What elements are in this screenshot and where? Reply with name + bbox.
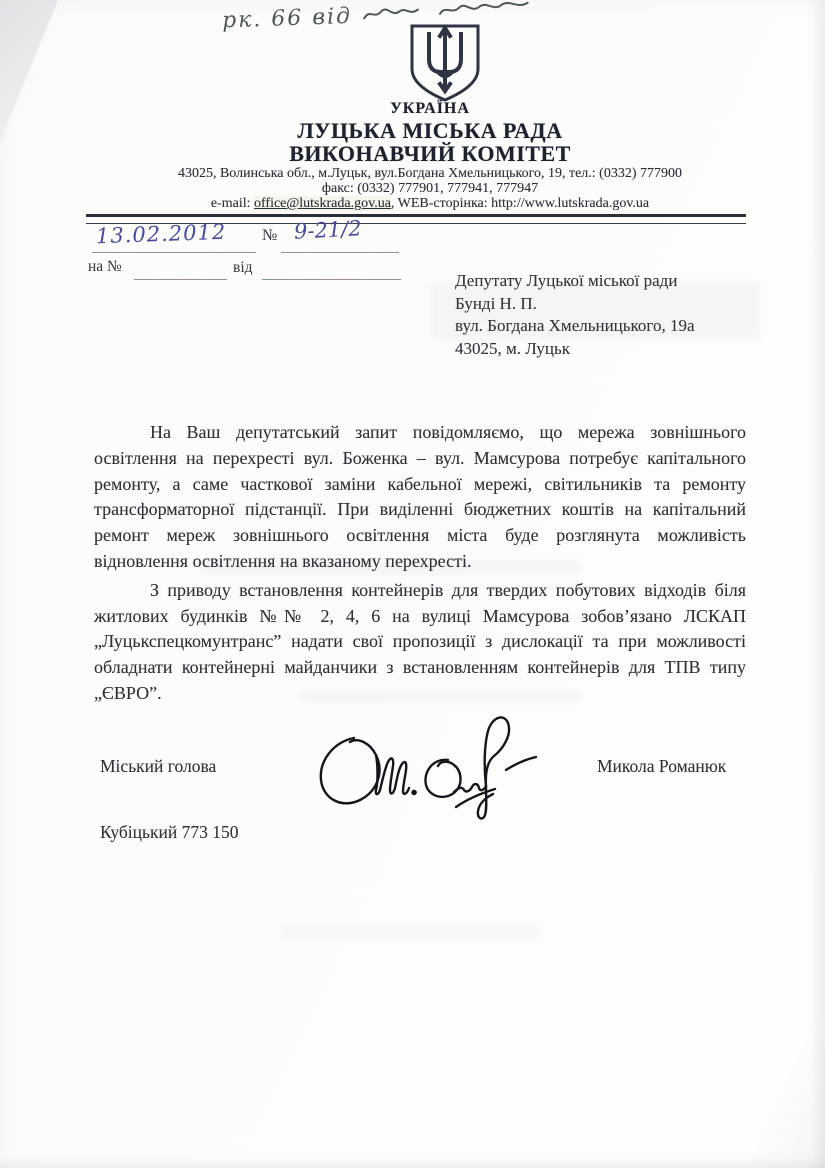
handwritten-signature — [298, 698, 558, 838]
number-label: № — [262, 227, 278, 244]
reply-date-label: від — [233, 259, 253, 276]
letterhead-organization: ЛУЦЬКА МІСЬКА РАДА — [297, 118, 563, 143]
handwritten-note-text: рк. 66 від — [221, 3, 353, 33]
letterhead-department: ВИКОНАВЧИЙ КОМІТЕТ — [289, 141, 571, 166]
executor-contact: Кубіцький 773 150 — [100, 822, 239, 842]
reply-number-underline — [134, 279, 227, 280]
web-address: http://www.lutskrada.gov.ua — [491, 196, 650, 211]
signer-name: Микола Романюк — [597, 756, 727, 776]
recipient-street: вул. Богдана Хмельницького, 19а — [455, 316, 695, 335]
handwritten-date: 13.02.2012 — [95, 219, 227, 249]
signer-title: Міський голова — [100, 756, 217, 776]
scan-edge-shadow-bottom — [0, 1158, 825, 1168]
letter-body — [94, 420, 746, 710]
email-label: e-mail: — [210, 196, 251, 211]
recipient-name: Бунді Н. П. — [455, 293, 537, 313]
email-address: office@lutskrada.gov.ua — [254, 196, 391, 211]
handwritten-outgoing-number: 9-21/2 — [293, 216, 363, 244]
bleed-through-smudge — [280, 925, 540, 938]
number-underline — [281, 252, 399, 253]
letterhead-country: УКРАЇНА — [390, 100, 470, 117]
recipient-city: 43025, м. Луцьк — [455, 338, 570, 358]
body-paragraph-1: На Ваш депутатський запит повідомляємо, що мережа зовнішнього освітлення на перехресті вул. Боженка – вул. Мамсурова потребує капітального ремонту, а саме часткової заміни кабельної мережі, світильників та ремонту трансформаторної підстанції. При виділенні бюджетних коштів на капітальний ремонт мереж зовнішнього освітлення міста буде розглянута можливість відновлення освітлення на вказаному перехресті. — [94, 422, 746, 571]
letterhead-contacts — [40, 196, 820, 212]
letterhead-fax: факс: (0332) 777901, 777941, 777947 — [321, 181, 539, 196]
web-label: WEB-сторінка: — [397, 196, 488, 211]
reply-number-label: на № — [88, 258, 122, 275]
ukraine-trident-emblem-icon — [404, 22, 486, 104]
recipient-block — [455, 270, 695, 360]
letterhead-address: 43025, Волинська обл., м.Луцьк, вул.Богдана Хмельницького, 19, тел.: (0332) 777900 — [177, 166, 683, 181]
date-underline — [92, 252, 256, 253]
reply-date-underline — [262, 279, 401, 280]
separator: , — [390, 196, 395, 211]
body-paragraph-2: З приводу встановлення контейнерів для твердих побутових відходів біля житлових будинків №№ 2, 4, 6 на вулиці Мамсурова зобов’язано ЛСКАП „Луцькспецкомунтранс” надати свої пропозиції з дислокації та при можливості обладнати контейнерні майданчики з встановленням контейнерів для ТПВ типу „ЄВРО”. — [94, 579, 746, 703]
recipient-title: Депутату Луцької міської ради — [455, 271, 678, 290]
